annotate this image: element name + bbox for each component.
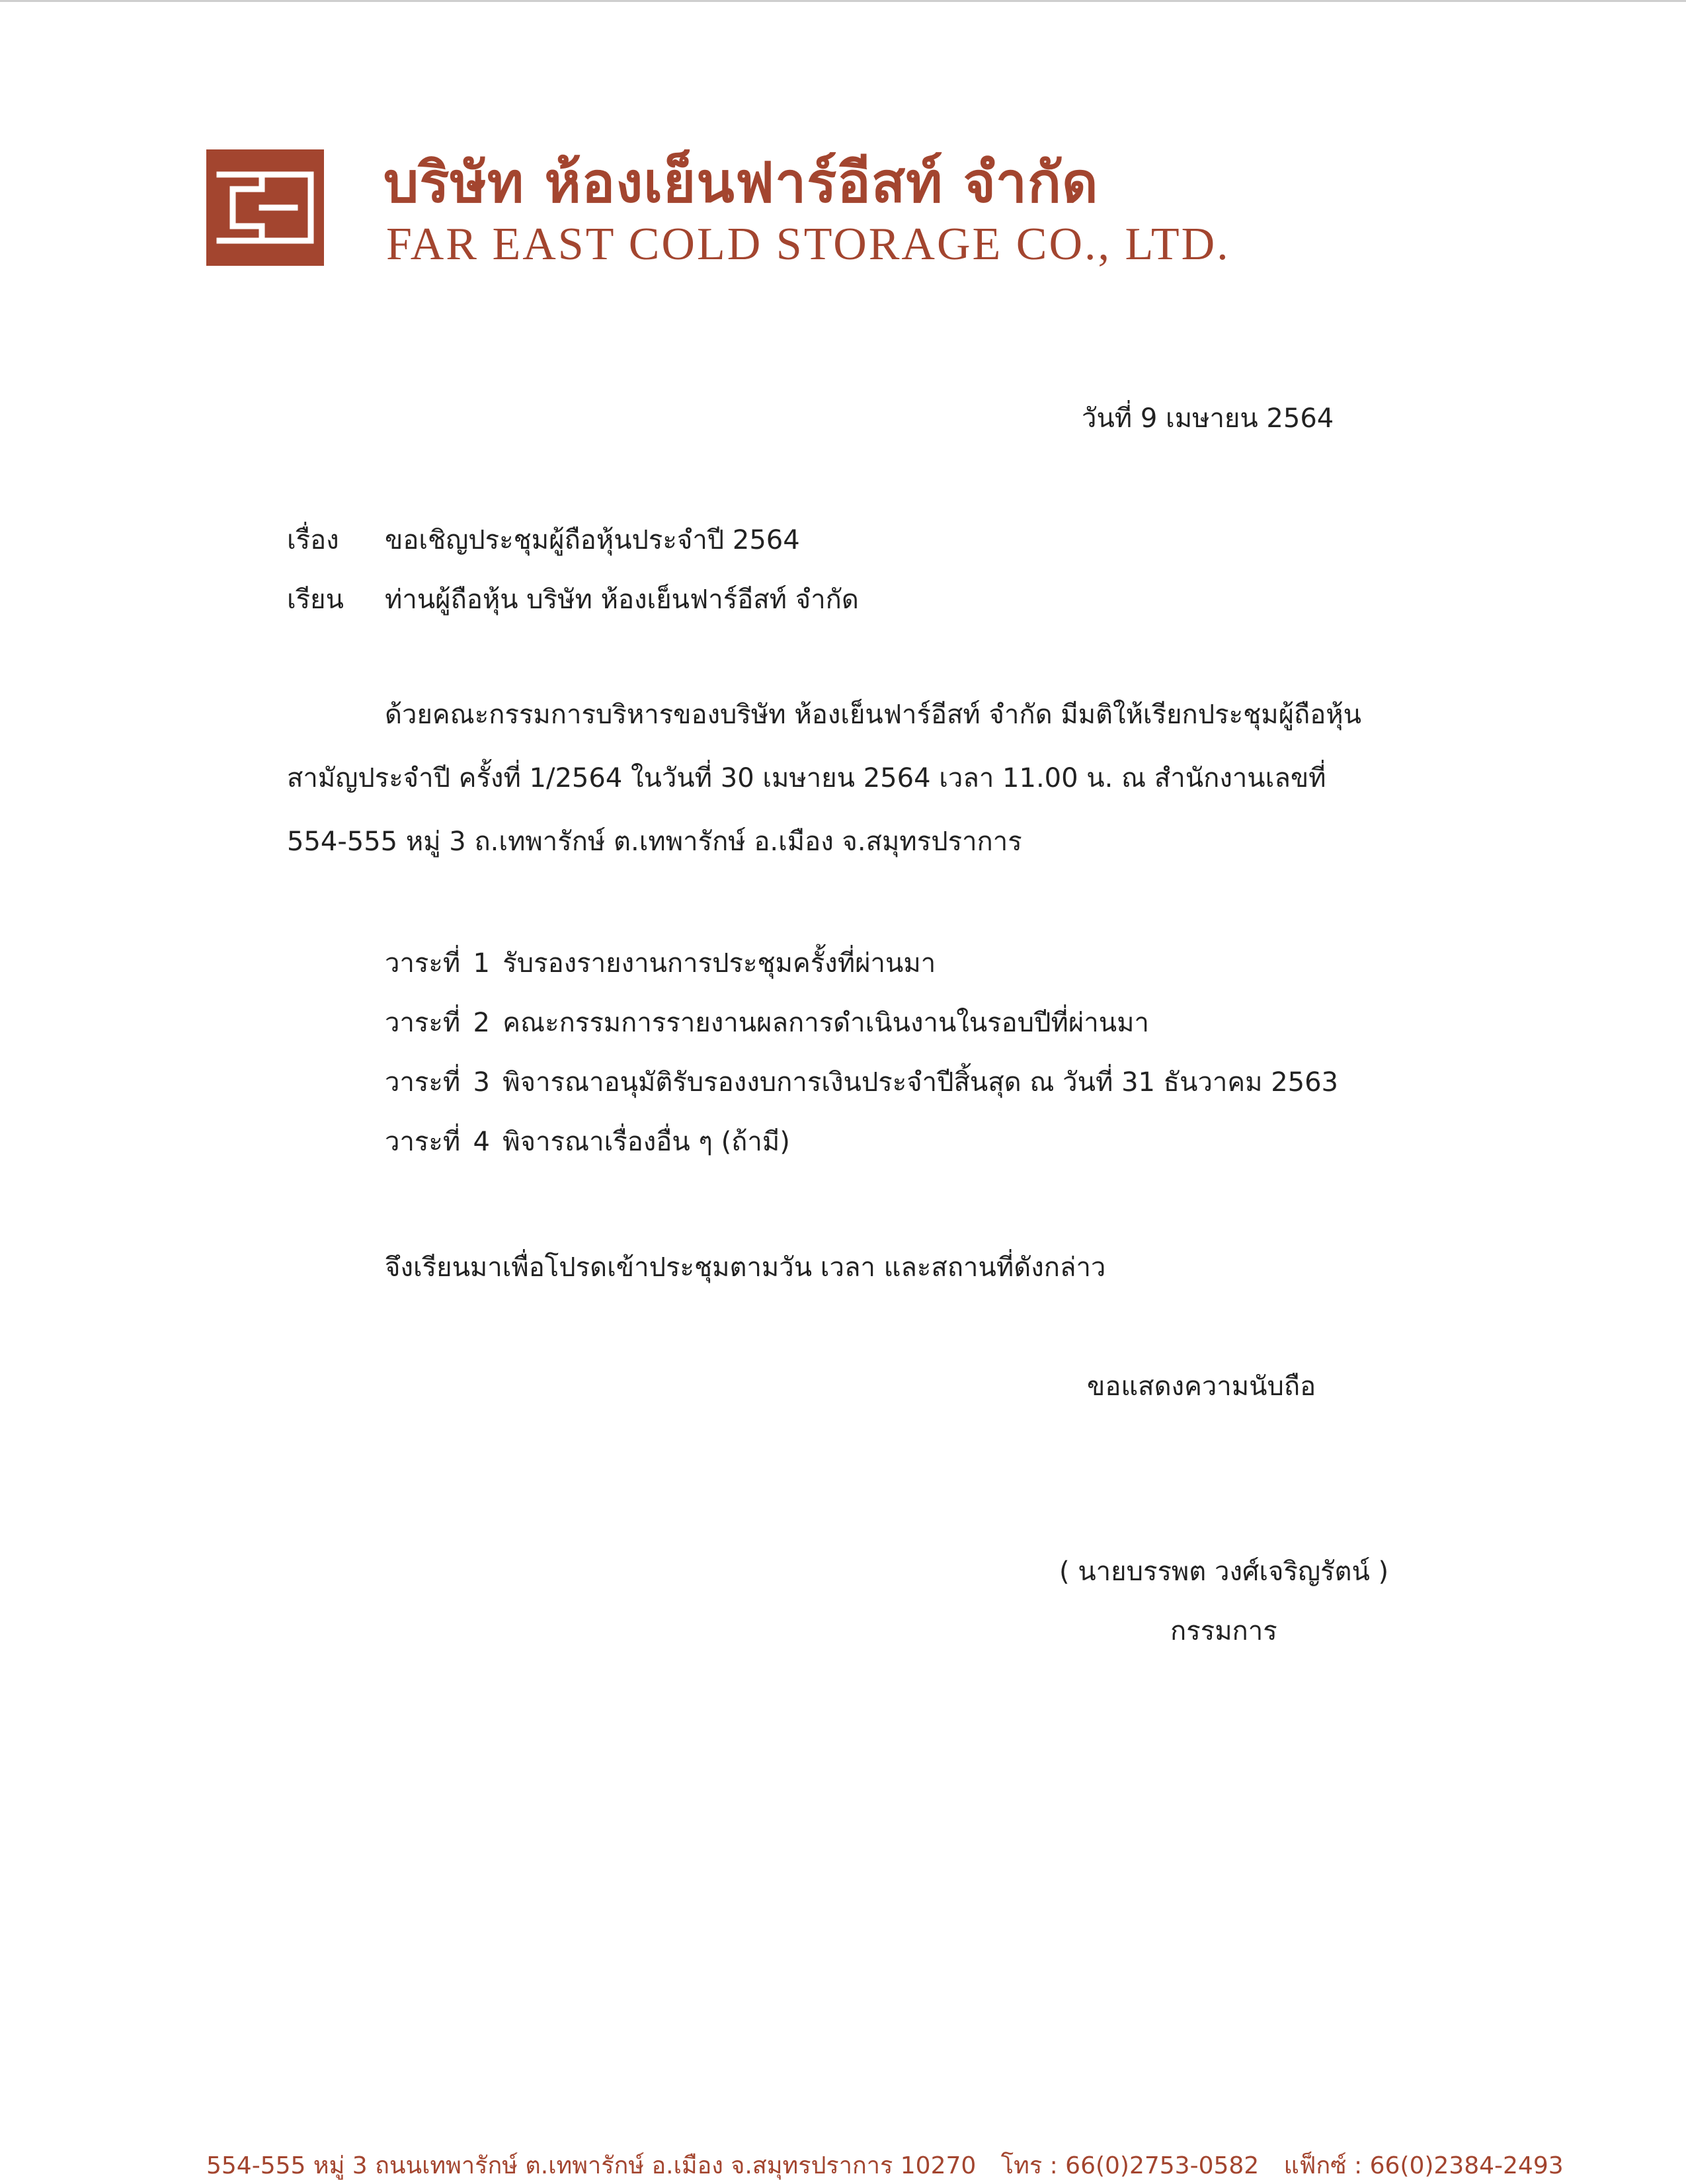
agenda-number: 2 <box>473 1008 490 1038</box>
company-name-thai: บริษัท ห้องเย็นฟาร์อีสท์ จำกัด <box>383 150 1099 215</box>
body-line: 554-555 หมู่ 3 ถ.เทพารักษ์ ต.เทพารักษ์ อ.เมือง จ.สมุทรปราการ <box>287 827 1022 857</box>
signer-name: ( นายบรรพต วงศ์เจริญรัตน์ ) <box>1059 1557 1389 1587</box>
agenda-number: 1 <box>473 948 490 979</box>
letter-date: วันที่ 9 เมษายน 2564 <box>1082 403 1334 434</box>
body-line: ด้วยคณะกรรมการบริหารของบริษัท ห้องเย็นฟาร์อีสท์ จำกัด มีมติให้เรียกประชุมผู้ถือหุ้น <box>385 700 1362 730</box>
recipient-text: ท่านผู้ถือหุ้น บริษัท ห้องเย็นฟาร์อีสท์ จำกัด <box>385 585 859 615</box>
agenda-text: รับรองรายงานการประชุมครั้งที่ผ่านมา <box>502 948 936 979</box>
agenda-item-1 <box>385 942 936 984</box>
closing-line: จึงเรียนมาเพื่อโปรดเข้าประชุมตามวัน เวลา และสถานที่ดังกล่าว <box>385 1252 1106 1283</box>
agenda-item-3 <box>385 1061 1338 1103</box>
footer-address: 554-555 หมู่ 3 ถนนเทพารักษ์ ต.เทพารักษ์ อ.เมือง จ.สมุทรปราการ 10270 <box>206 2152 977 2179</box>
agenda-text: พิจารณาอนุมัติรับรองงบการเงินประจำปีสิ้นสุด ณ วันที่ 31 ธันวาคม 2563 <box>502 1067 1338 1098</box>
footer-contact <box>206 2146 1564 2184</box>
agenda-label: วาระที่ <box>385 1127 461 1157</box>
page-top-edge <box>0 0 1686 2</box>
footer-phone: โทร : 66(0)2753-0582 <box>1000 2152 1260 2179</box>
company-logo-icon <box>206 149 324 266</box>
company-name-english: FAR EAST COLD STORAGE CO., LTD. <box>386 219 1230 270</box>
agenda-label: วาระที่ <box>385 1008 461 1038</box>
agenda-number: 4 <box>473 1127 490 1157</box>
footer-fax: แฟ็กซ์ : 66(0)2384-2493 <box>1283 2152 1564 2179</box>
subject-text: ขอเชิญประชุมผู้ถือหุ้นประจำปี 2564 <box>385 525 800 555</box>
agenda-number: 3 <box>473 1067 490 1098</box>
signer-title: กรรมการ <box>1170 1616 1277 1646</box>
agenda-text: พิจารณาเรื่องอื่น ๆ (ถ้ามี) <box>502 1127 790 1157</box>
agenda-item-4 <box>385 1120 790 1162</box>
body-line: สามัญประจำปี ครั้งที่ 1/2564 ในวันที่ 30 เมษายน 2564 เวลา 11.00 น. ณ สำนักงานเลขที่ <box>287 763 1326 793</box>
agenda-item-2 <box>385 1001 1149 1043</box>
recipient-label: เรียน <box>287 585 344 615</box>
agenda-label: วาระที่ <box>385 948 461 979</box>
agenda-label: วาระที่ <box>385 1067 461 1098</box>
subject-label: เรื่อง <box>287 525 339 555</box>
regards: ขอแสดงความนับถือ <box>1087 1371 1316 1402</box>
agenda-text: คณะกรรมการรายงานผลการดำเนินงานในรอบปีที่ผ่านมา <box>502 1008 1149 1038</box>
